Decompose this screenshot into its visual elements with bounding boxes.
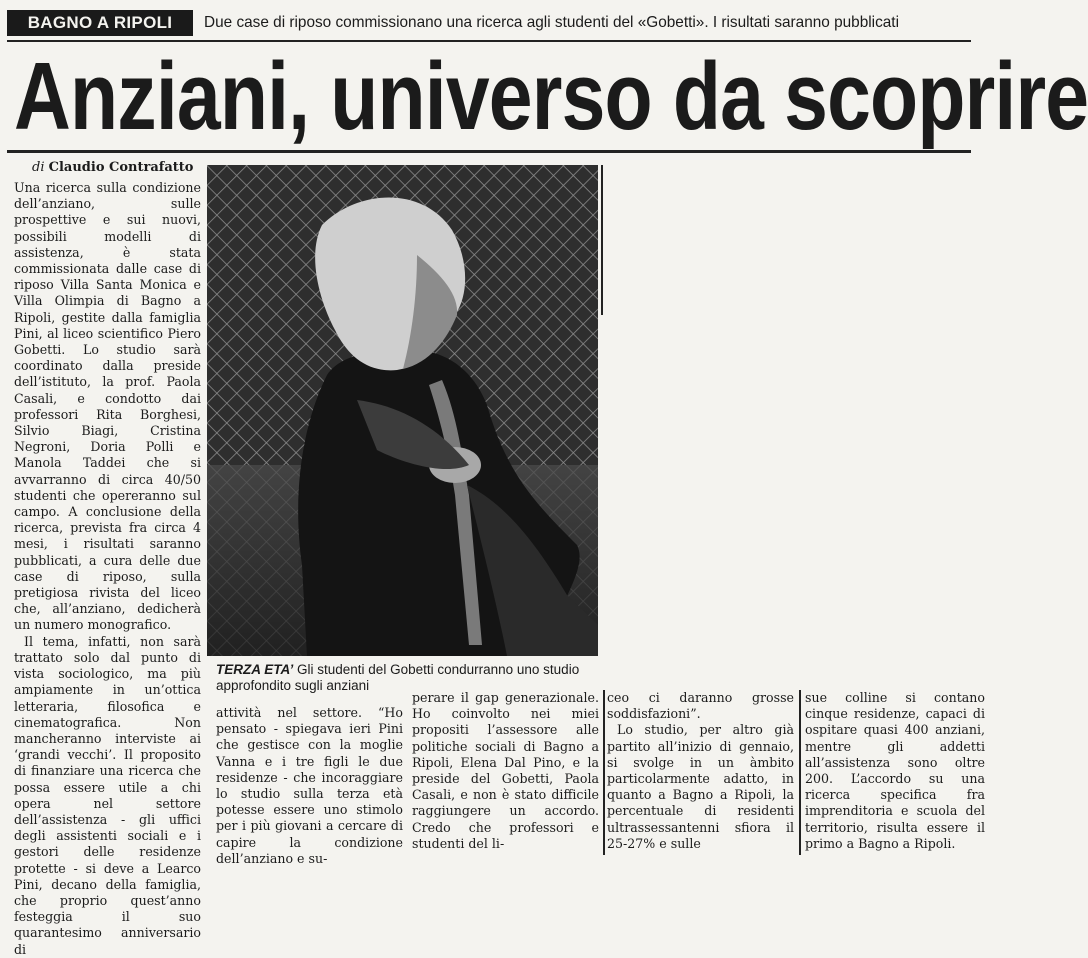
byline-author: Claudio Contrafatto bbox=[48, 160, 194, 175]
paragraph: Una ricerca sulla condizione dell’anziano, sulle prospettive e sui nuovi, possibili modelli di assistenza, è stata commissionata dalle case di riposo Villa Santa Monica e Villa Olimpia di Bagno a Ripoli, gestite dalla famiglia Pini, al liceo scientifico Piero Gobetti. Lo studio sarà coordinato dalla preside dell’istituto, la prof. Paola Casali, e condotto dai professori Rita Borghesi, Silvio Biagi, Cristina Negroni, Doria Polli e Manola Taddei che si avvarranno di circa 40/50 studenti che opereranno sul campo. A conclusione della ricerca, prevista fra circa 4 mesi, i risultati saranno pubblicati, a cura delle due case di riposo, sulla pretigiosa rivista del liceo che, all’anziano, dedicherà un numero monografico. bbox=[14, 180, 201, 633]
elderly-man-photo-illustration bbox=[207, 165, 598, 656]
paragraph: Lo studio, per altro già partito all’inizio di gennaio, si svolge in un àmbito particolarmente adatto, in quanto a Bagno a Ripoli, la percentuale di residenti ultrassessantenni sfiora il 25-27% e sulle bbox=[607, 722, 794, 851]
section-tag: BAGNO A RIPOLI bbox=[7, 10, 193, 36]
kicker-subtitle: Due case di riposo commissionano una ricerca agli studenti del «Gobetti». I risultati saranno pubblicati bbox=[204, 14, 899, 31]
paragraph: perare il gap generazionale. Ho coinvolto nei miei propositi l’assessore alle politiche sociali di Bagno a Ripoli, Elena Dal Pino, e la preside del Gobetti, Paola Casali, e non è stato difficile raggiungere un accordo. Credo che professori e studenti del li- bbox=[412, 690, 599, 851]
header-rule-top bbox=[7, 40, 971, 42]
text-column-3 bbox=[412, 690, 599, 857]
paragraph: sue colline si contano cinque residenze, capaci di ospitare quasi 400 anziani, mentre gli addetti all’assistenza sono oltre 200. L’accordo su una ricerca specifica fra imprenditoria e scuola del territorio, risulta essere il primo a Bagno a Ripoli. bbox=[805, 690, 985, 851]
paragraph: ceo ci daranno grosse soddisfazioni”. bbox=[607, 690, 794, 722]
paragraph: attività nel settore. “Ho pensato - spiegava ieri Pini che gestisce con la moglie Vanna e i tre figli le due residenze - che incoraggiare lo studio sulla terza età potesse essere uno stimolo per i più giovani a cercare di capire la condizione dell’anziano e su- bbox=[216, 705, 403, 866]
text-column-1 bbox=[14, 180, 201, 957]
text-column-4 bbox=[607, 690, 794, 857]
byline-prefix: di bbox=[32, 160, 45, 175]
header-rule-bottom bbox=[7, 150, 971, 153]
text-column-2 bbox=[216, 705, 403, 866]
caption-lead: TERZA ETA’ bbox=[216, 662, 294, 677]
paragraph: Il tema, infatti, non sarà trattato solo dal punto di vista sociologico, ma più ampiamente in un’ottica letteraria, filosofica e cinematografica. Non mancheranno interviste ai ‘grandi vecchi’. Il proposito di finanziare una ricerca che possa essere utile a chi opera nel settore dell’assistenza - gli uffici degli assistenti sociali e i gestori delle residenze protette - si deve a Learco Pini, decano della famiglia, che proprio quest’anno festeggia il suo quarantesimo anniversario di bbox=[14, 633, 201, 957]
text-column-5 bbox=[805, 690, 985, 857]
article-photo bbox=[207, 165, 598, 656]
caption-text: Gli studenti del Gobetti condurranno uno studio approfondito sugli anziani bbox=[216, 662, 580, 693]
article-headline: Anziani, universo da scoprire bbox=[14, 43, 1088, 150]
column-divider bbox=[601, 165, 603, 315]
column-divider bbox=[603, 690, 605, 855]
byline bbox=[32, 160, 193, 175]
column-divider bbox=[799, 690, 801, 855]
